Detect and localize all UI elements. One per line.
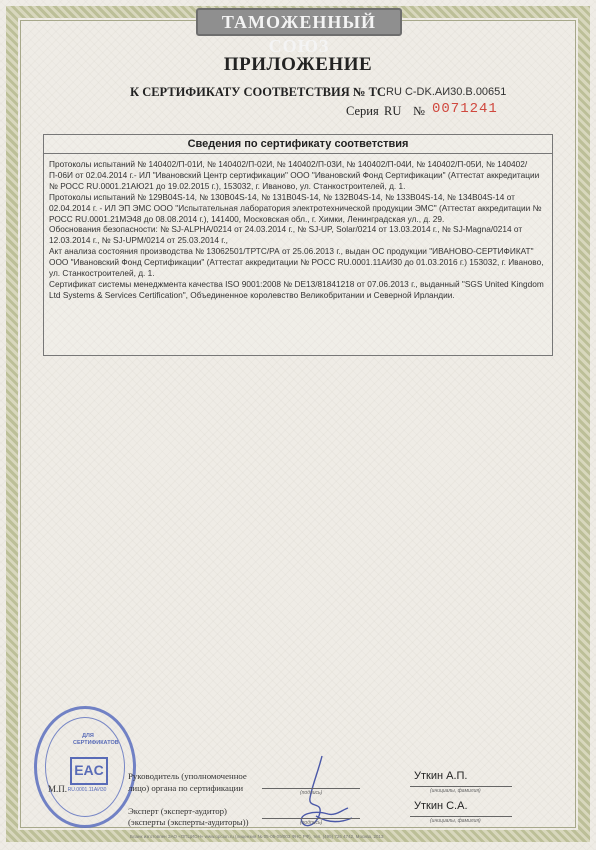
info-box-header: Сведения по сертификату соответствия: [44, 135, 552, 154]
certificate-info-box: [43, 134, 553, 356]
seal-place-label: М.П.: [48, 784, 68, 794]
expert-signature-line: [262, 818, 360, 819]
info-paragraph: Протоколы испытаний № 140402/П-01И, № 140402/П-02И, № 140402/П-03И, № 140402/П-04И, № 140402/П-05И, № 140402/П-06И от 02.04.2014 г.- ИЛ "Ивановский Центр сертификации" ООО "Ивановский Фонд Сертификации" (Аттестат аккредитации № РОСС RU.0001.21АЮ21 до 19.02.2015 г.), 153032, г. Иваново, ул. Станкостроителей, д. 1.: [49, 159, 540, 191]
certification-stamp: [34, 706, 136, 828]
head-signature-caption: (подпись): [300, 790, 323, 796]
certificate-number: RU С-DK.АИ30.В.00651: [386, 86, 507, 98]
info-paragraph: Обоснования безопасности: № SJ-ALPHA/0214 от 24.03.2014 г., № SJ-UP, Solar/0214 от 13.03.2014 г., № SJ-Magna/0214 от 12.03.2014 г., № SJ-UPM/0214 от 25.03.2014 г.,: [49, 224, 523, 246]
series-code: RU: [384, 104, 402, 118]
stamp-top-text: ДЛЯ СЕРТИФИКАТОВ: [73, 733, 119, 746]
head-label-line2: лицо) органа по сертификации: [128, 783, 244, 793]
info-paragraph: Сертификат системы менеджмента качества ISO 9001:2008 № DE13/81841218 от 07.06.2013 г., выданный "SGS United Kingdom Ltd Systems & Services Certification", Объединенное королевство Великобритании и Северной Ирландии.: [49, 278, 544, 300]
expert-name-line: [410, 816, 512, 817]
expert-signature-caption: (подпись): [300, 820, 323, 826]
head-name-caption: (инициалы, фамилия): [430, 788, 481, 794]
stamp-code: RU.0001.11АИ30: [67, 787, 107, 793]
page-title: ПРИЛОЖЕНИЕ: [223, 54, 373, 75]
info-box-body: [44, 154, 552, 301]
expert-label-line1: Эксперт (эксперт-аудитор): [128, 806, 227, 816]
head-signature-line: [262, 788, 360, 789]
serial-number: 0071241: [432, 101, 498, 117]
certificate-prefix: К СЕРТИФИКАТУ СООТВЕТСТВИЯ № ТС: [130, 85, 386, 99]
eac-mark-icon: EAC: [70, 757, 108, 785]
series-label: Серия: [346, 104, 379, 118]
printer-footer: Бланк изготовлен ЗАО «ОПЦИОН» www.opcion.ru (лицензия № 05-05-09/003 ФНС РФ), тел. (495) 726 4742, Москва, 2013: [130, 834, 384, 839]
expert-name-caption: (инициалы, фамилия): [430, 818, 481, 824]
head-name: Уткин А.П.: [414, 770, 468, 782]
customs-union-banner: ТАМОЖЕННЫЙ СОЮЗ: [196, 8, 402, 36]
info-paragraph: Протоколы испытаний № 129В04S-14, № 130В04S-14, № 131В04S-14, № 132В04S-14, № 133В04S-14, № 134В04S-14 от 02.04.2014 г. - ИЛ ЭП ЭМС ООО "Испытательная лаборатория электротехнической продукции ЭМС" (Аттестат аккредитации № РОСС RU.0001.21МЭ48 до 08.08.2014 г.), 141400, Московская обл., г. Химки, Ленинградская ул., д. 29.: [49, 191, 542, 224]
info-paragraph: Акт анализа состояния производства № 13062501/ТРТС/РА от 25.06.2013 г., выдан ОС продукции "ИВАНОВО-СЕРТИФИКАТ" ООО "Ивановский Фонд Сертификации" (Аттестат аккредитации № РОСС RU.0001.11АИ30 до 01.03.2016 г.) 153032, г. Иваново, ул. Станкостроителей, д. 1.: [49, 246, 544, 279]
serial-number-label: №: [413, 104, 425, 118]
head-label-line1: Руководитель (уполномоченное: [128, 771, 247, 781]
head-name-line: [410, 786, 512, 787]
expert-name: Уткин С.А.: [414, 800, 468, 812]
expert-label-line2: (эксперты (эксперты-аудиторы)): [128, 817, 249, 827]
